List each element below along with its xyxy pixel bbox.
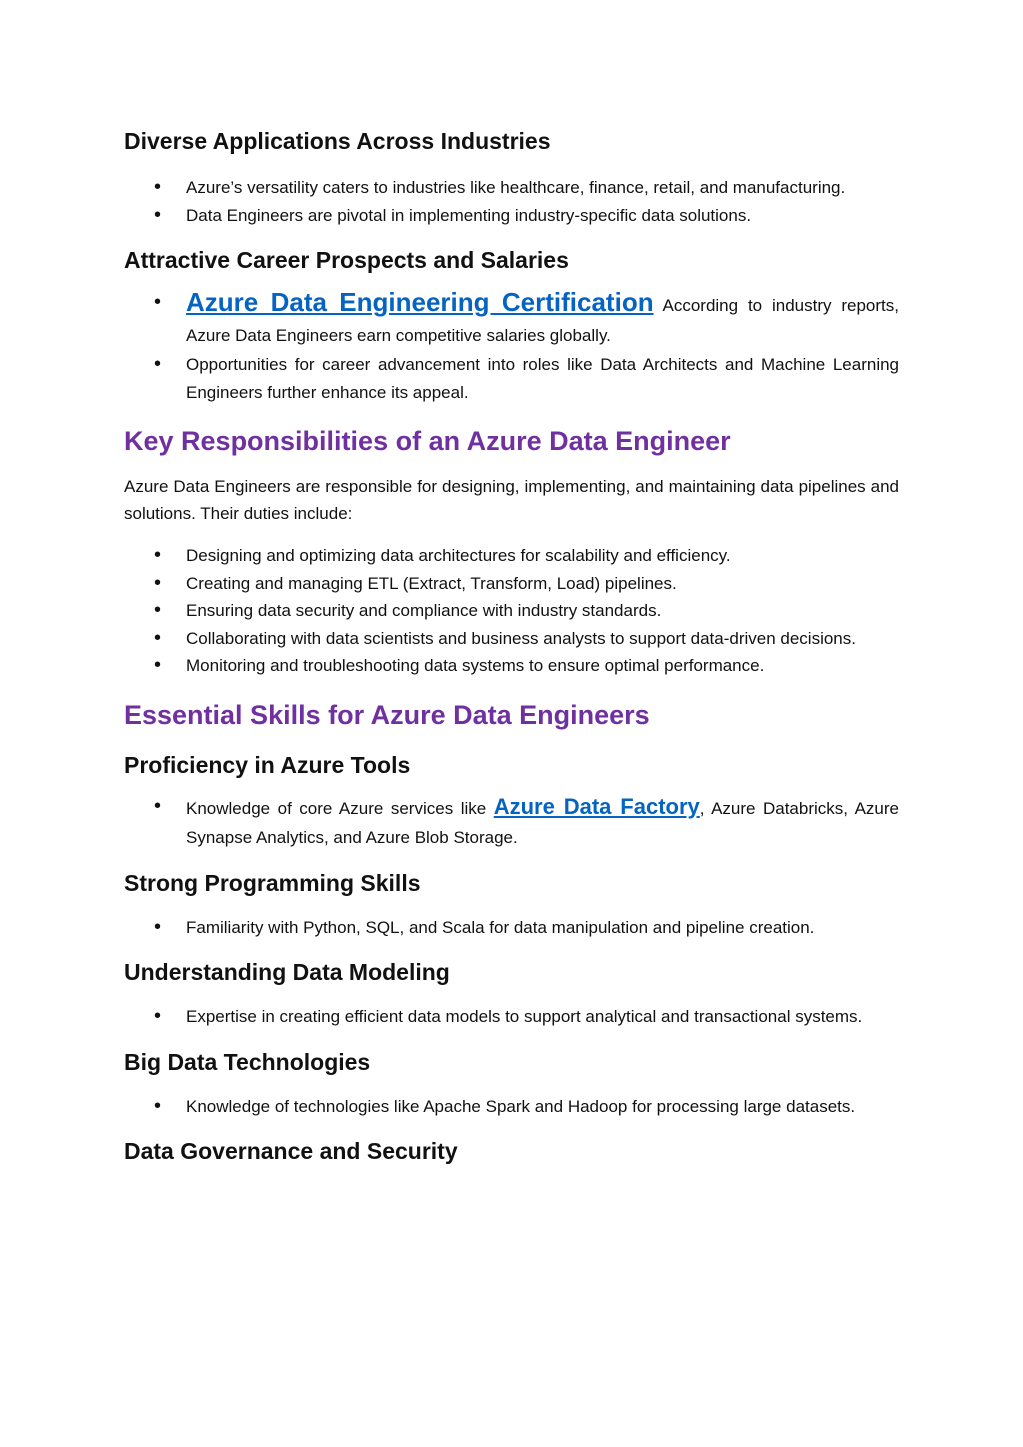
bullet-list: [124, 914, 899, 942]
responsibilities-intro: Azure Data Engineers are responsible for designing, implementing, and maintaining data pipelines and solutions. Their duties include:: [124, 477, 899, 523]
heading-career-prospects: Attractive Career Prospects and Salaries: [124, 247, 569, 273]
list-item: • Data Engineers are pivotal in implementing industry-specific data solutions.: [124, 202, 899, 230]
list-item: • Creating and managing ETL (Extract, Transform, Load) pipelines.: [124, 570, 899, 598]
bullet-list: [124, 287, 899, 406]
list-item: • Azure’s versatility caters to industries like healthcare, finance, retail, and manufacturing.: [124, 174, 899, 202]
azure-certification-link[interactable]: Azure Data Engineering Certification: [186, 287, 654, 317]
list-item: [124, 287, 899, 351]
heading-governance-security: Data Governance and Security: [124, 1138, 458, 1164]
document-body: [124, 126, 899, 1166]
list-item-text: According to industry reports, Azure Data Engineers earn competitive salaries globally.: [186, 296, 899, 345]
heading-programming-skills: Strong Programming Skills: [124, 869, 421, 896]
heading-azure-tools: Proficiency in Azure Tools: [124, 751, 411, 778]
heading-key-responsibilities: Key Responsibilities of an Azure Data Engineer: [124, 426, 731, 456]
list-item: • Monitoring and troubleshooting data systems to ensure optimal performance.: [124, 652, 899, 680]
list-item: • Familiarity with Python, SQL, and Scala for data manipulation and pipeline creation.: [124, 914, 899, 942]
list-item: [124, 792, 899, 852]
list-item: • Collaborating with data scientists and business analysts to support data-driven decisions.: [124, 625, 899, 653]
list-item: • Opportunities for career advancement into roles like Data Architects and Machine Learning Engineers further enhance its appeal.: [124, 351, 899, 406]
list-item-text: , Azure Databricks, Azure Synapse Analytics, and Azure Blob Storage.: [186, 798, 899, 847]
list-item: • Expertise in creating efficient data models to support analytical and transactional systems.: [124, 1003, 899, 1031]
heading-data-modeling: Understanding Data Modeling: [124, 959, 450, 985]
azure-data-factory-link[interactable]: Azure Data Factory: [493, 793, 700, 819]
bullet-list: [124, 1003, 899, 1031]
list-item: • Knowledge of technologies like Apache Spark and Hadoop for processing large datasets.: [124, 1093, 899, 1121]
heading-essential-skills: Essential Skills for Azure Data Engineers: [124, 699, 650, 730]
heading-diverse-applications: Diverse Applications Across Industries: [124, 128, 551, 154]
list-item-text: Knowledge of core Azure services like: [186, 798, 494, 818]
bullet-list: [124, 792, 899, 852]
list-item: • Designing and optimizing data architectures for scalability and efficiency.: [124, 542, 899, 570]
bullet-list: [124, 174, 899, 229]
bullet-list: [124, 542, 899, 680]
list-item: • Ensuring data security and compliance with industry standards.: [124, 597, 899, 625]
bullet-list: [124, 1093, 899, 1121]
heading-big-data: Big Data Technologies: [124, 1048, 371, 1075]
